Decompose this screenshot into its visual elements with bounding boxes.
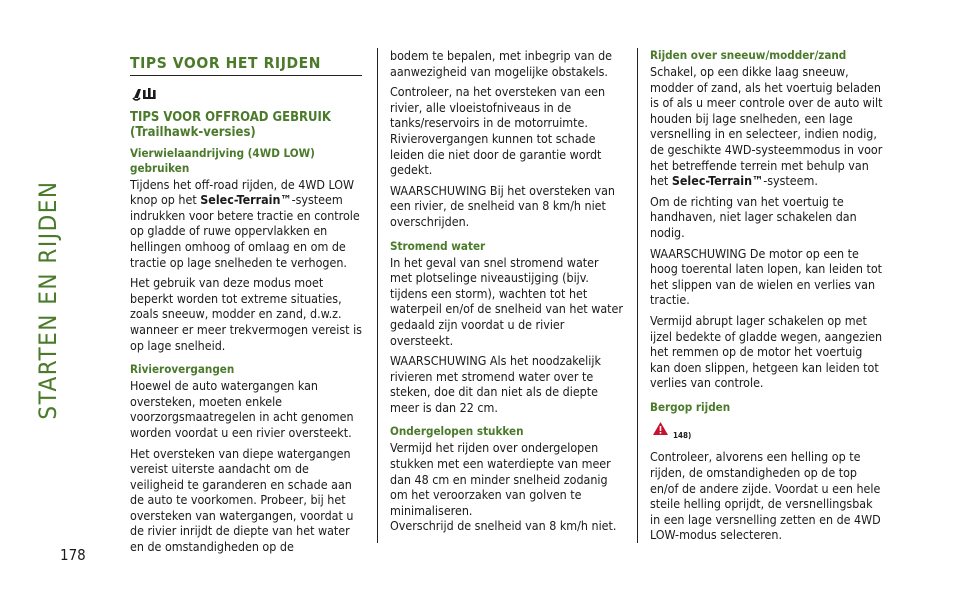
paragraph: Controleer, na het oversteken van een rivier, alle vloeistofniveaus in de tanks/reservoirs in de motorruimte. Rivierovergangen kunnen tot schade leiden die niet door de garantie wordt gedekt. — [390, 84, 606, 178]
paragraph: In het geval van snel stromend water met plotselinge niveaustijging (bijv. tijdens een storm), wachten tot het waterpeil en/of de snelheid van het water gedaald zijn voordat u de rivier oversteekt. — [390, 254, 623, 348]
paragraph: Het gebruik van deze modus moet beperkt worden tot extreme situaties, zoals sneeuw, modder en zand, d.w.z. wanneer er meer trekvermogen vereist is op lage snelheid. — [130, 275, 362, 353]
warning-triangle-icon — [652, 421, 669, 440]
column-divider-2 — [637, 48, 638, 543]
paragraph: Om de richting van het voertuig te handhaven, niet lager schakelen dan nodig. — [650, 193, 857, 240]
paragraph: bodem te bepalen, met inbegrip van de aanwezigheid van mogelijke obstakels. — [390, 48, 613, 79]
page-number: 178 — [60, 546, 86, 564]
column-1 — [130, 48, 364, 560]
topic-title-flooded-sections: Ondergelopen stukken — [390, 424, 524, 439]
sub-heading: TIPS VOOR OFFROAD GEBRUIK (Trailhawk-versies) — [130, 109, 331, 140]
paragraph: Vermijd het rijden over ondergelopen stukken met een waterdiepte van meer dan 48 cm en minder snelheid zodanig om het veroorzaken van golven te minimaliseren. — [390, 440, 611, 518]
warning-paragraph: WAARSCHUWING Bij het oversteken van een rivier, de snelheid van 8 km/h niet overschrijden. — [390, 182, 615, 229]
paragraph: Schakel, op een dikke laag sneeuw, modder of zand, als het voertuig beladen is of als u meer controle over de auto wilt houden bij lage snelheden, een lage versnelling in en selecteer, indien nodig, de geschikte 4WD-systeemmodus in voor het betreffende terrein met behulp van het Selec-Terrain™-systeem. — [650, 64, 883, 189]
jeep-logo-icon — [132, 86, 364, 104]
paragraph: Overschrijd de snelheid van 8 km/h niet. — [390, 518, 617, 534]
topic-title-4wd-low: Vierwielaandrijving (4WD LOW) gebruiken — [130, 145, 315, 175]
section-heading: TIPS VOOR HET RIJDEN — [130, 54, 322, 72]
topic-title-flowing-water: Stromend water — [390, 238, 486, 253]
heading-rule — [130, 75, 362, 76]
chapter-side-title-text: STARTEN EN RIJDEN — [34, 180, 62, 420]
column-3 — [650, 48, 884, 548]
paragraph: Hoewel de auto watergangen kan oversteken, moeten enkele voorzorgsmaatregelen in acht genomen worden voordat u een rivier oversteekt. — [130, 378, 354, 440]
topic-title-snow-mud-sand: Rijden over sneeuw/modder/zand — [650, 48, 847, 62]
warning-paragraph: WAARSCHUWING De motor op een te hoog toerental laten lopen, kan leiden tot het slippen van de wielen en verlies van tractie. — [650, 245, 883, 308]
column-divider-1 — [377, 48, 378, 543]
warning-paragraph: WAARSCHUWING Als het noodzakelijk rivieren met stromend water over te steken, doe dit dan niet als de diepte meer is dan 22 cm. — [390, 353, 601, 415]
paragraph: Vermijd abrupt lager schakelen op met ijzel bedekte of gladde wegen, aangezien het remmen op de motor het voertuig kan doen slippen, hetgeen kan leiden tot verlies van controle. — [650, 312, 883, 391]
paragraph: Het oversteken van diepe watergangen vereist uiterste aandacht om de veiligheid te garanderen en schade aan de auto te voorkomen. Probeer, bij het oversteken van watergangen, voordat u de rivier inrijdt de diepte van het water en de omstandigheden op de — [130, 445, 354, 555]
paragraph: Tijdens het off-road rijden, de 4WD LOW knop op het Selec-Terrain™-systeem indrukken voor betere tractie en controle op gladde of ruwe oppervlakken en hellingen omhoog of omlaag en om de tractie op lage snelheden te verhogen. — [130, 176, 360, 270]
paragraph: Controleer, alvorens een helling op te rijden, de omstandigheden op de top en/of de andere zijde. Voordat u een hele steile helling oprijdt, de versnellingsbak in een lage versnelling zetten en de 4WD LOW-modus selecteren. — [650, 449, 881, 543]
warning-reference — [652, 421, 884, 444]
warning-reference-number: 148) — [673, 430, 692, 440]
column-2 — [390, 48, 624, 539]
topic-title-uphill-driving: Bergop rijden — [650, 399, 731, 414]
topic-title-river-crossings: Rivierovergangen — [130, 362, 235, 377]
